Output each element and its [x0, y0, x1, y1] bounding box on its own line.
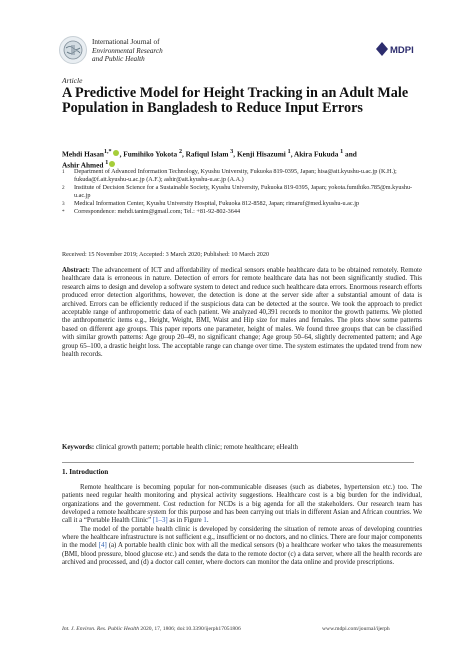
keywords-label: Keywords:: [62, 444, 95, 451]
keywords-text: clinical growth pattern; portable health clinic; remote healthcare; eHealth: [95, 444, 298, 451]
affiliations: [62, 168, 422, 217]
journal-logo: [59, 36, 87, 64]
footer-doi: 2020, 17, 1806; doi:10.3390/ijerph17051806: [139, 626, 241, 632]
section-heading: 1. Introduction: [62, 468, 109, 476]
author-2[interactable]: Fumihiko Yokota: [123, 149, 178, 159]
author-2-affil: 2: [178, 149, 182, 155]
intro-body: [62, 484, 422, 567]
author-3-affil: 3: [230, 149, 234, 155]
abstract: [62, 267, 422, 359]
abstract-label: Abstract:: [62, 267, 90, 274]
correspondence: [62, 208, 422, 216]
article-type: Article: [62, 76, 83, 85]
journal-line-3: and Public Health: [92, 55, 145, 64]
author-3[interactable]: Rafiqul Islam: [185, 149, 229, 159]
orcid-icon[interactable]: [113, 150, 119, 156]
citation-link[interactable]: [4]: [98, 542, 107, 550]
author-4-affil: 1: [287, 149, 291, 155]
author-5[interactable]: Akira Fukuda: [293, 149, 339, 159]
affiliation-number: 1: [62, 169, 65, 175]
orcid-icon[interactable]: [109, 161, 115, 167]
author-4[interactable]: Kenji Hisazumi: [236, 149, 286, 159]
footer-citation: [62, 626, 241, 632]
affiliation-number: *: [62, 209, 65, 216]
footer-url[interactable]: www.mdpi.com/journal/ijerph: [322, 626, 390, 632]
figure-link[interactable]: 1: [203, 517, 207, 525]
author-1-affil: 1,*: [103, 149, 112, 155]
author-1[interactable]: Mehdi Hasan: [62, 149, 104, 159]
paragraph: [62, 526, 422, 568]
affiliation-1: [62, 168, 422, 184]
paper-title: A Predictive Model for Height Tracking in an Adult Male Population in Bangladesh to Reduce Input Errors: [62, 85, 409, 117]
author-list: Mehdi Hasan$^{1,*}$ , Fumihiko Yokota $^2$, Rafiqul Islam $^3$, Kenji Hisazumi $^1$, Akira Fukuda $^1$ and Ashir Ahmed $^1$: [62, 149, 357, 170]
paragraph-text: Remote healthcare is becoming popular for non-communicable diseases (such as diabetes, hypertension etc.) too. The patients need regular health monitoring and physical activity suggestions. Healthcare cost is a big burden for the individual, organizations and the government. Cost reduction for NCDs is a big agenda for all the stakeholders. Our research team has developed a remote healthcare system for this purpose and has been carrying out trials in different Asian and African countries. We call it a “Portable Health Clinic”: [62, 484, 422, 525]
affiliation-3: [62, 200, 422, 208]
affiliation-text: Department of Advanced Information Technology, Kyushu University, Fukuoka 819-0395, Japan; hisa@ait.kyushu-u.ac.jp (K.H.); fukuda@f.ait.kyushu-u.ac.jp (A.F.); ashir@ait.kyushu-u.ac.jp (A.A.): [74, 168, 397, 184]
divider: [62, 462, 414, 463]
journal-line-1: International Journal of: [92, 38, 160, 46]
publication-dates: Received: 15 November 2019; Accepted: 3 March 2020; Published: 10 March 2020: [62, 251, 270, 258]
citation-link[interactable]: [1–3]: [152, 517, 168, 525]
keywords: [62, 444, 422, 452]
affiliation-2: [62, 184, 422, 200]
paragraph: [62, 484, 422, 526]
globe-icon: [62, 39, 84, 61]
author-6[interactable]: Ashir Ahmed: [62, 160, 104, 170]
journal-line-2: Environmental Research: [92, 46, 163, 55]
abstract-text: The advancement of ICT and affordability of medical sensors enable healthcare data to be obtained remotely. Remote healthcare data is erroneous in nature. Detection of errors for remote healthcare data has not been significantly studied. This research aims to design and develop a software system to detect and reduce such healthcare data errors. Enormous research efforts produced error detection algorithms, however, the detection is done at the server side after a substantial amount of data is archived. Errors can be efficiently reduced if the suspicious data can be detected at the source. We took the approach to predict acceptable range of anthropometric data of each patient. We analyzed 40,391 records to monitor the growth patterns. We plotted the anthropometric items e.g., Height, Weight, BMI, Waist and Hip size for males and females. The plots show some patterns based on different age groups. This paper reports one parameter, height of males. We found three groups that can be classified with similar growth patterns: Age group 20–49, no significant change; Age group 50–64, slightly decremented pattern; and Age group 65–100, a drastic height loss. The acceptable range can change over time. The system estimates the updated trend from new health records.: [62, 267, 422, 359]
author-and: and: [345, 149, 357, 159]
author-5-affil: 1: [340, 149, 344, 155]
mdpi-diamond-icon: [376, 42, 388, 56]
paragraph-text: as in Figure: [167, 517, 204, 525]
affiliation-number: 3: [62, 201, 65, 208]
affiliation-number: 2: [62, 185, 65, 192]
mdpi-logo-text: MDPI: [390, 45, 414, 56]
paragraph-text: .: [206, 517, 209, 525]
affiliation-text: Correspondence: mehdi.tanim@gmail.com; Tel.: +81-92-802-3644: [74, 208, 241, 216]
paragraph-text: The model of the portable health clinic is developed by considering the situation of remote areas of developing countries where the healthcare infrastructure is not sufficient e.g., insufficient or no doctors, and no clinics. There are four major components in the model: [62, 525, 422, 550]
journal-name: [92, 38, 163, 64]
footer-journal: Int. J. Environ. Res. Public Health: [62, 626, 139, 632]
affiliation-text: Institute of Decision Science for a Sustainable Society, Kyushu University, Fukuoka 819-0395, Japan; yokota.fumihiko.785@m.kyushu-u.ac.jp: [74, 184, 413, 200]
author-6-affil: 1: [105, 159, 109, 166]
paragraph-text: (a) A portable health clinic box with all the medical sensors (b) a healthcare worker who takes the measurements (BMI, blood pressure, blood glucose etc.) and sends the data to the remote doctor (c) a data server, where all the health records are archived and processed, and (d) a doctor call center, where doctors can monitor the data online and provide prescriptions.: [62, 542, 422, 567]
mdpi-logo: [374, 40, 414, 58]
affiliation-text: Medical Information Center, Kyushu University Hospital, Fukuoka 812-8582, Japan; rimaruf@med.kyushu-u.ac.jp: [74, 200, 360, 208]
